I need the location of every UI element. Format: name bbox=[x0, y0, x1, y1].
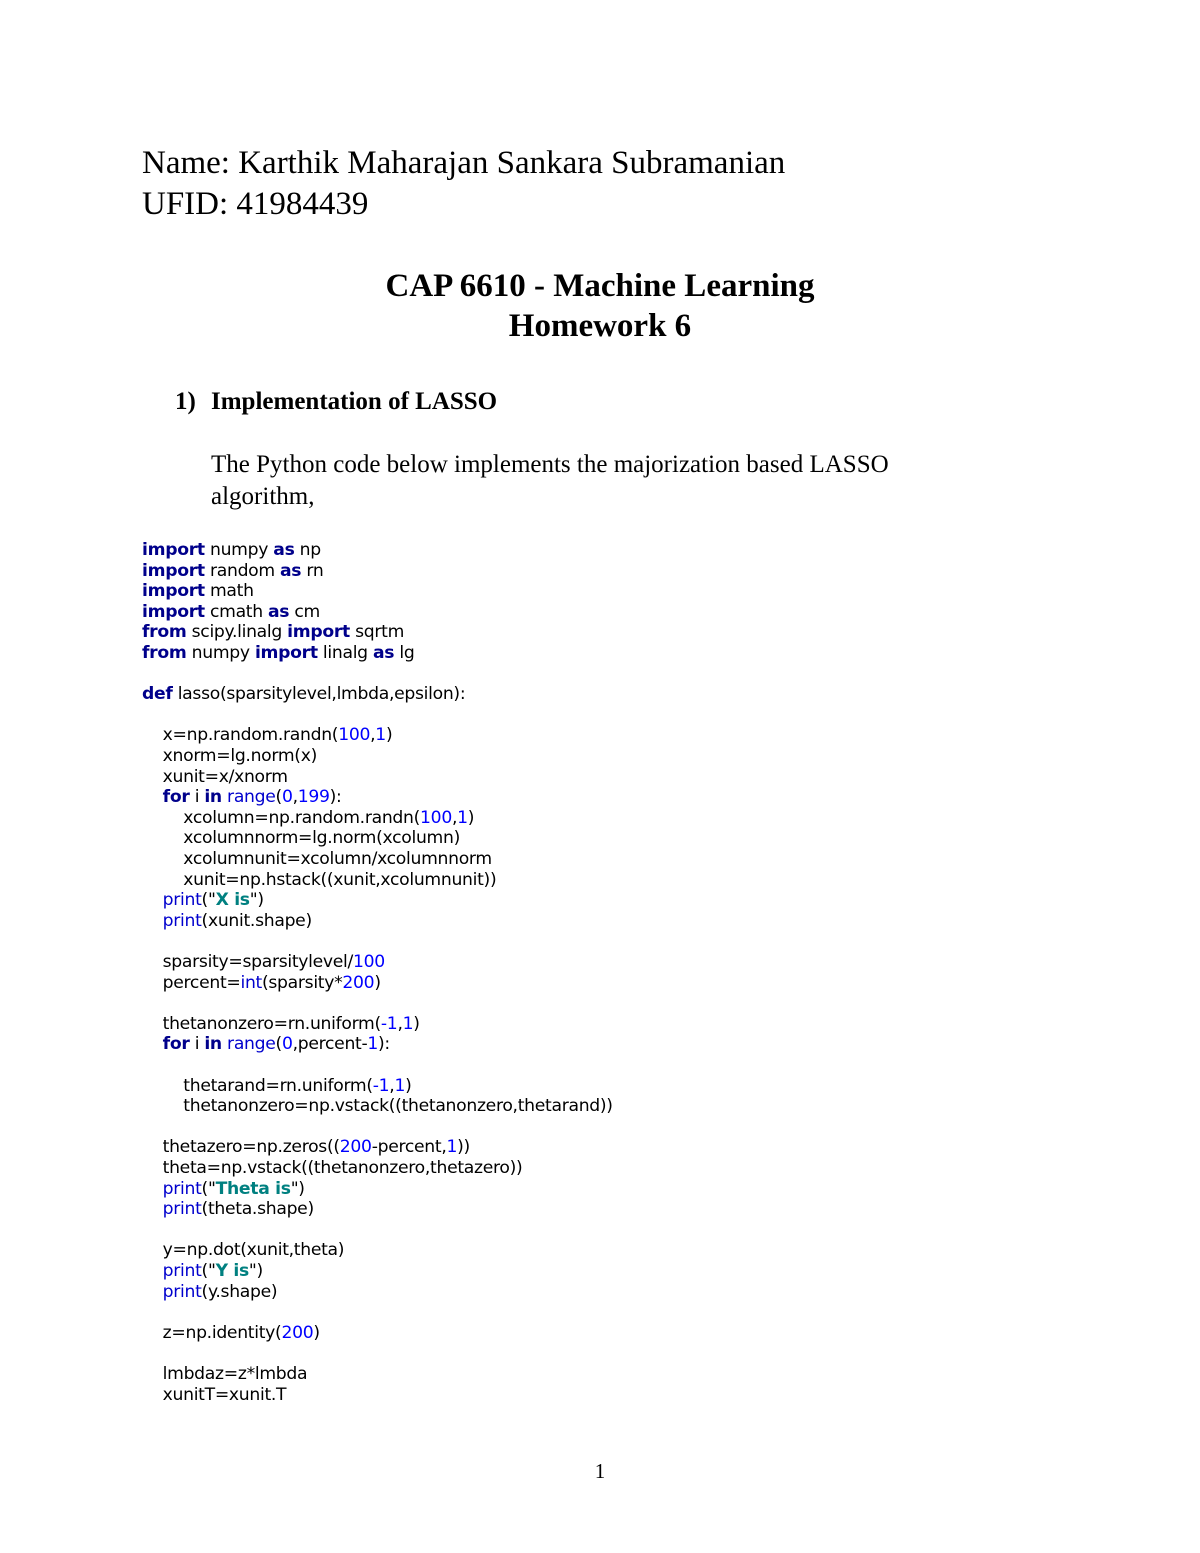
section-paragraph: The Python code below implements the majorization based LASSO algorithm, bbox=[211, 451, 889, 510]
code-token: 1 bbox=[367, 1034, 379, 1055]
code-token: import bbox=[287, 622, 350, 643]
course-title: CAP 6610 - Machine Learning bbox=[385, 268, 815, 304]
code-token: import bbox=[254, 643, 318, 663]
code-line bbox=[142, 808, 474, 828]
code-token: ) bbox=[385, 725, 393, 746]
code-token: print bbox=[162, 890, 202, 911]
code-token: range bbox=[227, 1034, 276, 1055]
code-token: from bbox=[142, 643, 187, 663]
code-token: 0 bbox=[281, 787, 293, 808]
code-line bbox=[142, 828, 460, 848]
code-line bbox=[142, 1364, 307, 1384]
code-line bbox=[142, 870, 496, 890]
code-token bbox=[142, 1199, 163, 1219]
code-token: -1 bbox=[380, 1013, 398, 1034]
code-token: xcolumnunit=xcolumn/xcolumnnorm bbox=[142, 849, 492, 869]
code-token: (" bbox=[201, 1178, 216, 1199]
code-token: cmath bbox=[204, 601, 268, 622]
code-token: (sparsity* bbox=[262, 972, 343, 993]
code-token: import bbox=[142, 560, 205, 581]
code-token: def bbox=[142, 684, 173, 705]
code-token: cm bbox=[289, 601, 320, 622]
code-token: np bbox=[294, 540, 321, 560]
code-line bbox=[142, 1179, 305, 1199]
code-line bbox=[142, 1158, 522, 1178]
code-token: ( bbox=[275, 787, 282, 808]
code-token: Y is bbox=[215, 1261, 249, 1281]
code-line bbox=[142, 767, 288, 787]
code-token: ") bbox=[290, 1178, 305, 1199]
code-token: print bbox=[162, 1281, 202, 1302]
code-line bbox=[142, 1014, 420, 1034]
code-token bbox=[142, 787, 163, 807]
code-line bbox=[142, 1076, 412, 1096]
code-token: , bbox=[389, 1075, 395, 1096]
code-token: ) bbox=[413, 1013, 420, 1034]
code-token: for bbox=[162, 787, 190, 808]
code-token: z=np.identity( bbox=[142, 1322, 282, 1343]
section-heading bbox=[175, 386, 497, 418]
page-number: 1 bbox=[594, 1459, 606, 1483]
code-token: 200 bbox=[342, 972, 375, 993]
code-token: numpy bbox=[204, 540, 274, 560]
code-token: xunit=np.hstack((xunit,xcolumnunit)) bbox=[142, 869, 497, 890]
code-token bbox=[142, 1034, 163, 1054]
code-token: 100 bbox=[338, 725, 371, 746]
code-line bbox=[142, 1034, 390, 1054]
code-token: ) bbox=[374, 972, 381, 993]
code-token: (xunit.shape) bbox=[201, 910, 312, 931]
code-token: i bbox=[189, 1034, 205, 1055]
code-line bbox=[142, 602, 320, 622]
code-token: lg bbox=[394, 643, 415, 663]
code-token: -1 bbox=[372, 1075, 390, 1096]
code-token: thetarand=rn.uniform( bbox=[142, 1075, 373, 1096]
code-token: x=np.random.randn( bbox=[142, 725, 339, 746]
code-token: as bbox=[273, 540, 295, 560]
code-token: xunit=x/xnorm bbox=[142, 766, 288, 787]
code-token: random bbox=[204, 560, 280, 581]
code-token: (" bbox=[201, 890, 216, 911]
code-token: ( bbox=[275, 1034, 282, 1055]
code-line bbox=[142, 622, 404, 642]
code-token: -percent, bbox=[371, 1137, 447, 1158]
code-token: lmbdaz=z*lmbda bbox=[142, 1364, 308, 1384]
code-token: ) bbox=[405, 1075, 412, 1096]
code-token: 0 bbox=[281, 1034, 293, 1055]
code-line bbox=[142, 1282, 277, 1302]
code-token: as bbox=[268, 601, 290, 622]
code-token: rn bbox=[301, 560, 324, 581]
code-token: i bbox=[189, 787, 205, 808]
student-name-line: Name: Karthik Maharajan Sankara Subramanian bbox=[142, 145, 786, 181]
code-token: 1 bbox=[375, 725, 386, 746]
code-token: (" bbox=[201, 1261, 216, 1281]
code-token: ,percent- bbox=[292, 1034, 368, 1055]
code-line bbox=[142, 540, 321, 560]
code-token: thetanonzero=rn.uniform( bbox=[142, 1013, 381, 1034]
code-line bbox=[142, 952, 385, 972]
homework-title: Homework 6 bbox=[508, 308, 692, 344]
code-token: , bbox=[397, 1013, 403, 1034]
section-heading-text: Implementation of LASSO bbox=[211, 388, 498, 415]
code-token: 1 bbox=[446, 1137, 458, 1158]
code-token: xcolumnnorm=lg.norm(xcolumn) bbox=[142, 828, 460, 849]
code-token: xunitT=xunit.T bbox=[142, 1384, 287, 1405]
code-token: print bbox=[162, 1199, 202, 1220]
code-line bbox=[142, 1096, 613, 1116]
code-line bbox=[142, 1323, 320, 1343]
code-token: scipy.linalg bbox=[186, 622, 288, 643]
code-line bbox=[142, 581, 254, 601]
code-line bbox=[142, 746, 317, 766]
code-token: thetanonzero=np.vstack((thetanonzero,thetarand)) bbox=[142, 1096, 613, 1117]
code-token: 200 bbox=[281, 1322, 314, 1343]
code-token: 100 bbox=[420, 807, 452, 828]
code-token: ) bbox=[313, 1322, 320, 1343]
code-token: numpy bbox=[186, 643, 255, 663]
code-token bbox=[142, 890, 163, 910]
code-line bbox=[142, 561, 323, 581]
code-token: Theta is bbox=[215, 1178, 291, 1199]
code-token: linalg bbox=[317, 643, 373, 663]
code-token: X is bbox=[215, 890, 250, 911]
code-token: (y.shape) bbox=[201, 1281, 278, 1302]
code-token: range bbox=[227, 787, 276, 808]
code-token: as bbox=[372, 643, 395, 663]
code-token: 1 bbox=[457, 807, 468, 828]
code-line bbox=[142, 890, 264, 910]
code-line bbox=[142, 1137, 470, 1157]
code-token bbox=[142, 911, 163, 931]
code-token: as bbox=[280, 560, 302, 581]
code-token: theta=np.vstack((thetanonzero,thetazero)) bbox=[142, 1158, 523, 1178]
code-line bbox=[142, 684, 465, 704]
code-token: , bbox=[370, 725, 376, 746]
code-token: thetazero=np.zeros(( bbox=[142, 1137, 340, 1158]
code-token: import bbox=[142, 540, 205, 560]
code-token: , bbox=[292, 787, 298, 808]
code-token: percent= bbox=[142, 972, 241, 993]
code-token: y=np.dot(xunit,theta) bbox=[142, 1240, 345, 1261]
code-token: ): bbox=[378, 1034, 390, 1055]
code-token: in bbox=[204, 787, 222, 808]
code-token bbox=[142, 1179, 163, 1199]
code-token: print bbox=[162, 1178, 202, 1199]
code-token: math bbox=[204, 581, 254, 602]
code-token: ") bbox=[249, 890, 264, 911]
code-line bbox=[142, 787, 342, 807]
code-token bbox=[142, 1261, 163, 1281]
code-line bbox=[142, 643, 414, 663]
code-token: ): bbox=[329, 787, 342, 808]
code-line bbox=[142, 1261, 263, 1281]
code-token: print bbox=[162, 1261, 202, 1281]
code-token: ") bbox=[248, 1261, 263, 1281]
code-line bbox=[142, 725, 392, 745]
code-token: in bbox=[204, 1034, 222, 1055]
code-token: 1 bbox=[402, 1013, 414, 1034]
code-token: )) bbox=[457, 1137, 470, 1158]
code-token: sparsity=sparsitylevel/ bbox=[142, 952, 354, 972]
code-token: from bbox=[142, 622, 187, 643]
code-line bbox=[142, 849, 492, 869]
code-token: lasso(sparsitylevel,lmbda,epsilon): bbox=[172, 684, 466, 705]
code-line bbox=[142, 973, 381, 993]
code-line bbox=[142, 1385, 286, 1405]
code-line bbox=[142, 1199, 314, 1219]
code-token: (theta.shape) bbox=[201, 1199, 314, 1220]
code-token: for bbox=[162, 1034, 190, 1055]
code-line bbox=[142, 911, 312, 931]
code-token: int bbox=[240, 972, 262, 993]
ufid-line: UFID: 41984439 bbox=[142, 186, 369, 222]
code-token: sqrtm bbox=[349, 622, 405, 643]
code-token: xcolumn=np.random.randn( bbox=[142, 807, 421, 828]
code-token: import bbox=[142, 581, 205, 602]
code-token: ) bbox=[467, 807, 475, 828]
code-line bbox=[142, 1240, 344, 1260]
code-token: 100 bbox=[353, 952, 385, 972]
code-token: 200 bbox=[339, 1137, 372, 1158]
code-token: 199 bbox=[297, 787, 330, 808]
code-token: 1 bbox=[394, 1075, 406, 1096]
code-token: print bbox=[162, 910, 202, 931]
code-token: import bbox=[142, 601, 205, 622]
code-token: , bbox=[451, 807, 458, 828]
code-token: xnorm=lg.norm(x) bbox=[142, 746, 317, 766]
code-token bbox=[142, 1282, 163, 1302]
section-number: 1) bbox=[175, 388, 196, 415]
